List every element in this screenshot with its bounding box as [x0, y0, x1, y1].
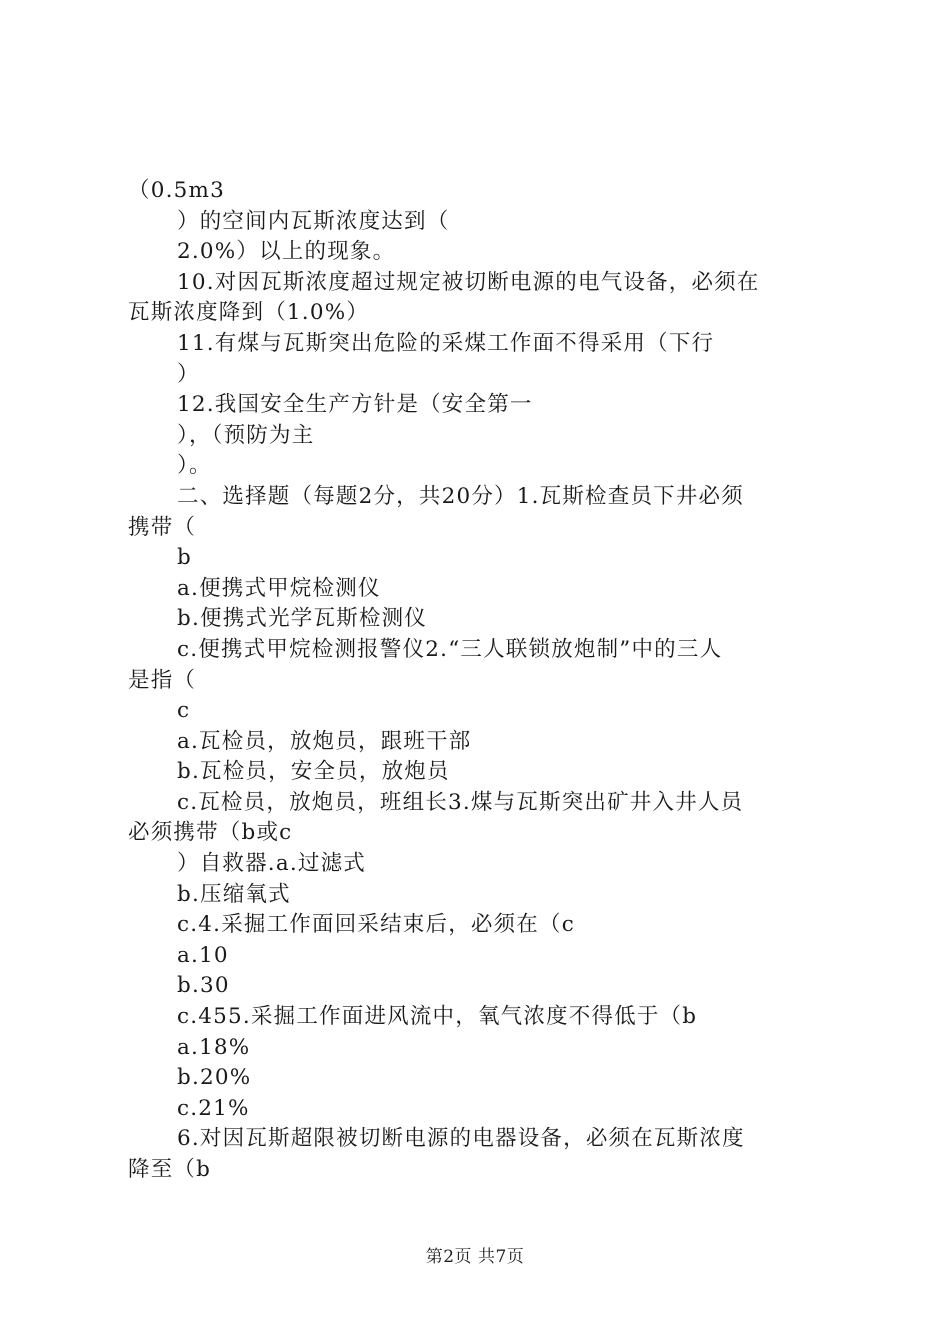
text-line: b.压缩氧式	[177, 881, 291, 907]
text-line: b	[177, 545, 192, 571]
text-line: a.便携式甲烷检测仪	[177, 575, 381, 601]
text-line: b.便携式光学瓦斯检测仪	[177, 606, 427, 632]
text-line: c.瓦检员，放炮员，班组长3.煤与瓦斯突出矿井入井人员	[177, 789, 744, 815]
document-body	[128, 176, 833, 1186]
text-line: a.瓦检员，放炮员，跟班干部	[177, 728, 472, 754]
page-footer: 第2页 共7页	[425, 1247, 525, 1267]
text-line: 11.有煤与瓦斯突出危险的采煤工作面不得采用（下行	[177, 330, 715, 356]
text-line: c.4.采掘工作面回采结束后，必须在（c	[177, 912, 575, 938]
text-line: c.21%	[177, 1095, 250, 1121]
text-line: 12.我国安全生产方针是（安全第一	[177, 392, 533, 418]
text-line: 携带（	[128, 514, 197, 540]
text-line: 10.对因瓦斯浓度超过规定被切断电源的电气设备，必须在	[177, 269, 760, 295]
text-line: 是指（	[128, 667, 197, 693]
text-line: 二、选择题（每题2分，共20分）1.瓦斯检查员下井必须	[177, 483, 744, 509]
text-line: 降至（b	[128, 1157, 212, 1182]
text-line: ）的空间内瓦斯浓度达到（	[177, 208, 450, 234]
text-line: a.10	[177, 942, 229, 968]
text-line: c.便携式甲烷检测报警仪2.“三人联锁放炮制”中的三人	[177, 636, 723, 662]
text-line: c.455.采掘工作面进风流中，氧气浓度不得低于（b	[177, 1004, 698, 1030]
text-line: 6.对因瓦斯超限被切断电源的电器设备，必须在瓦斯浓度	[177, 1126, 745, 1152]
text-line: 必须携带（b或c	[128, 820, 293, 846]
text-line: c	[177, 698, 191, 724]
text-line: b.瓦检员，安全员，放炮员	[177, 759, 450, 785]
text-line: （0.5m3	[128, 178, 225, 203]
text-line: ）自救器.a.过滤式	[177, 851, 366, 877]
text-line: ）	[177, 361, 200, 387]
text-line: b.20%	[177, 1065, 252, 1091]
text-line: 瓦斯浓度降到（1.0%）	[128, 300, 370, 326]
text-line: ）。	[177, 453, 212, 479]
text-line: 2.0%）以上的现象。	[177, 239, 396, 265]
text-line: a.18%	[177, 1034, 251, 1060]
text-line: ），（预防为主	[177, 422, 315, 448]
text-line: b.30	[177, 973, 230, 999]
